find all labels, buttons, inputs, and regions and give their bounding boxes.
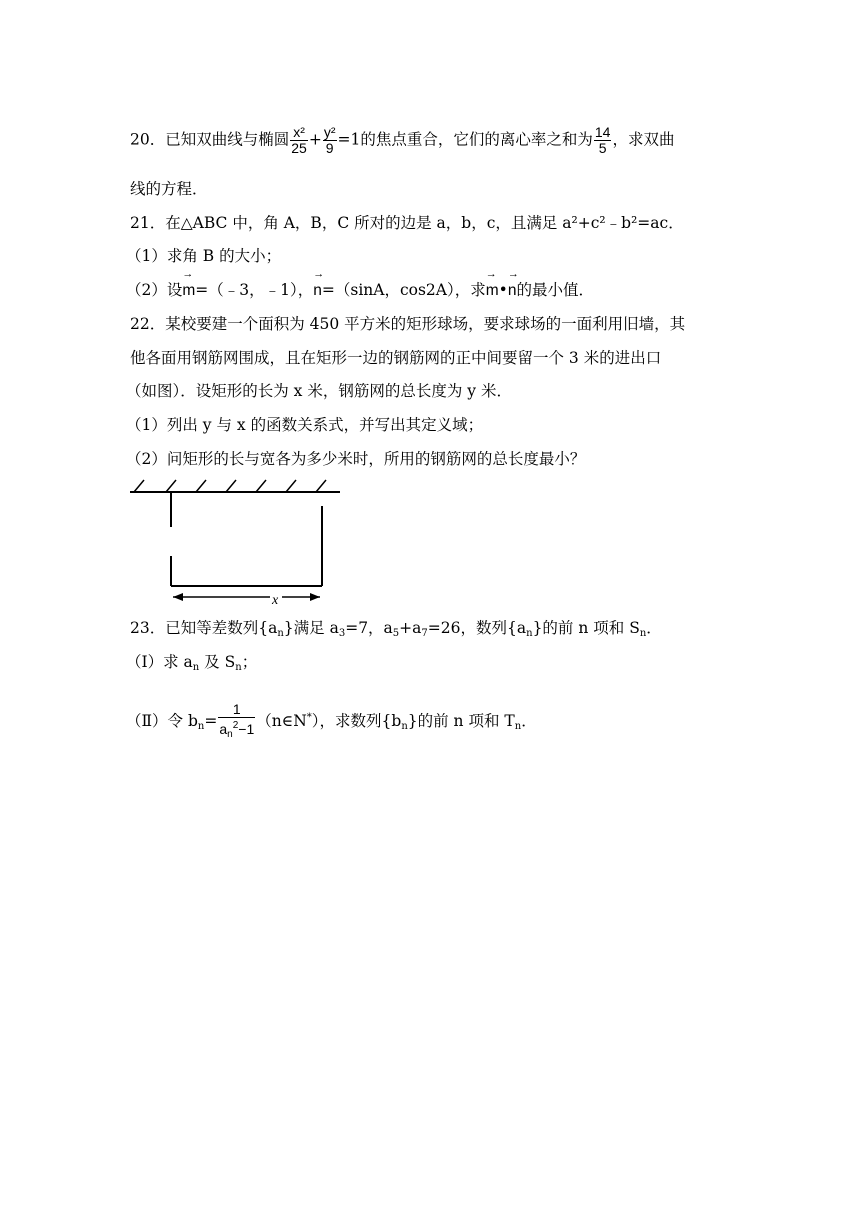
q20-line2 <box>130 178 208 200</box>
q23-part1 <box>126 651 257 679</box>
q23-text-g: ． <box>646 619 662 637</box>
q23-number: 23． <box>130 619 166 637</box>
frac-numerator: y² <box>323 124 336 140</box>
q22-number: 22． <box>130 315 166 333</box>
subscript-3: 3 <box>338 628 346 639</box>
den-sup-2: 2 <box>232 720 239 731</box>
ellipse-y-fraction <box>323 125 337 156</box>
q22-text-line1: 某校要建一个面积为 450 平方米的矩形球场，要求球场的一面利用旧墙，其 <box>165 315 686 333</box>
q20-text-d: 线的方程． <box>130 180 208 198</box>
q20-text-c: ，求双曲 <box>612 130 675 149</box>
q21-part2-c: =（sinA，cos2A），求 <box>321 281 486 299</box>
q23-part2-c: ），求数列{b <box>311 712 402 730</box>
q23-text-f: }的前 n 项和 S <box>532 619 640 637</box>
subscript-n: n <box>197 721 205 732</box>
q22-part1-text: （1）列出 y 与 x 的函数关系式，并写出其定义域； <box>126 416 484 434</box>
q21-part2-b: =（﹣3，﹣1）， <box>195 281 314 299</box>
ellipse-x-fraction <box>290 125 308 156</box>
q22-text-line3: （如图）．设矩形的长为 x 米，钢筋网的总长度为 y 米． <box>126 382 512 400</box>
eccentricity-sum-fraction <box>594 125 612 156</box>
q21-part2 <box>126 279 594 302</box>
subscript-n: n <box>639 628 647 639</box>
q23-text-e: =26，数列{a <box>427 619 527 637</box>
vector-n: → n <box>313 280 322 302</box>
frac-denominator <box>218 718 255 742</box>
frac-numerator: x² <box>290 125 308 141</box>
dot-product-sign: • <box>498 281 508 299</box>
q23-part2 <box>126 702 537 742</box>
q23-part2-a: （Ⅱ）令 b <box>126 712 198 730</box>
left-arrowhead <box>173 593 183 601</box>
q23-part1-b: 及 S <box>199 653 236 671</box>
subscript-n: n <box>514 721 522 732</box>
plus-sign: + <box>308 130 322 149</box>
q20-number: 20． <box>130 130 166 149</box>
subscript-n: n <box>401 721 408 732</box>
q21-number: 21． <box>130 214 166 232</box>
equals-one: =1 <box>337 130 361 149</box>
vector-n-dot: → n <box>508 280 517 302</box>
vector-m: → m <box>182 280 195 302</box>
superscript-star: * <box>306 712 312 723</box>
q23-part2-e: ． <box>521 712 537 730</box>
subscript-n: n <box>277 628 284 639</box>
q23-text-b: }满足 a <box>283 619 339 637</box>
right-arrowhead <box>310 593 320 601</box>
wall-hatching <box>134 480 326 492</box>
length-label-x: x <box>272 593 279 606</box>
bn-fraction <box>218 702 255 742</box>
q21-part1-text: （1）求角 B 的大小； <box>126 247 282 265</box>
field-diagram <box>126 478 346 606</box>
frac-denominator: 25 <box>291 140 307 156</box>
q23-part2-b: （n∈N <box>256 712 307 730</box>
q21-part2-d: 的最小值． <box>516 281 594 299</box>
vector-m-dot: → m <box>486 280 499 302</box>
q23-part1-c: ； <box>241 653 258 671</box>
q21-part1 <box>126 245 281 267</box>
q23-part2-d: }的前 n 项和 T <box>407 712 515 730</box>
q22-part1 <box>126 414 483 436</box>
den-sub-n: n <box>227 729 233 740</box>
frac-denominator: 9 <box>325 140 334 156</box>
q23-line1 <box>130 617 662 645</box>
q22-line1 <box>130 313 685 335</box>
frac-numerator: 14 <box>594 124 611 140</box>
q22-text-line2: 他各面用钢筋网围成，且在矩形一边的钢筋网的正中间要留一个 3 米的进出口 <box>130 349 662 367</box>
q22-part2 <box>126 448 585 470</box>
q20-text-b: 的焦点重合，它们的离心率之和为 <box>360 130 593 149</box>
subscript-n: n <box>235 662 242 673</box>
q21-text: 在△ABC 中，角 A，B，C 所对的边是 a，b，c，且满足 a²+c²﹣b²=ac． <box>165 214 684 232</box>
q21-part2-a: （2）设 <box>126 281 183 299</box>
q23-text-c: =7，a <box>345 619 393 637</box>
q23-text-d: +a <box>399 619 422 637</box>
q23-part1-a: （Ⅰ）求 a <box>126 653 193 671</box>
q21-line1 <box>130 212 684 234</box>
subscript-7: 7 <box>421 628 428 639</box>
q22-line3 <box>126 380 512 402</box>
q22-line2 <box>130 347 661 369</box>
subscript-n: n <box>192 662 200 673</box>
subscript-5: 5 <box>392 628 400 639</box>
q22-part2-text: （2）问矩形的长与宽各为多少米时，所用的钢筋网的总长度最小？ <box>126 450 586 468</box>
q20-line1 <box>130 125 674 156</box>
den-minus-one: −1 <box>238 721 255 737</box>
frac-numerator: 1 <box>218 702 255 718</box>
q23-text-a: 已知等差数列{a <box>165 619 278 637</box>
subscript-n: n <box>526 628 533 639</box>
equals-sign: = <box>204 712 218 730</box>
q20-text-a: 已知双曲线与椭圆 <box>165 130 290 149</box>
den-a: a <box>219 721 228 737</box>
frac-denominator: 5 <box>598 140 607 156</box>
